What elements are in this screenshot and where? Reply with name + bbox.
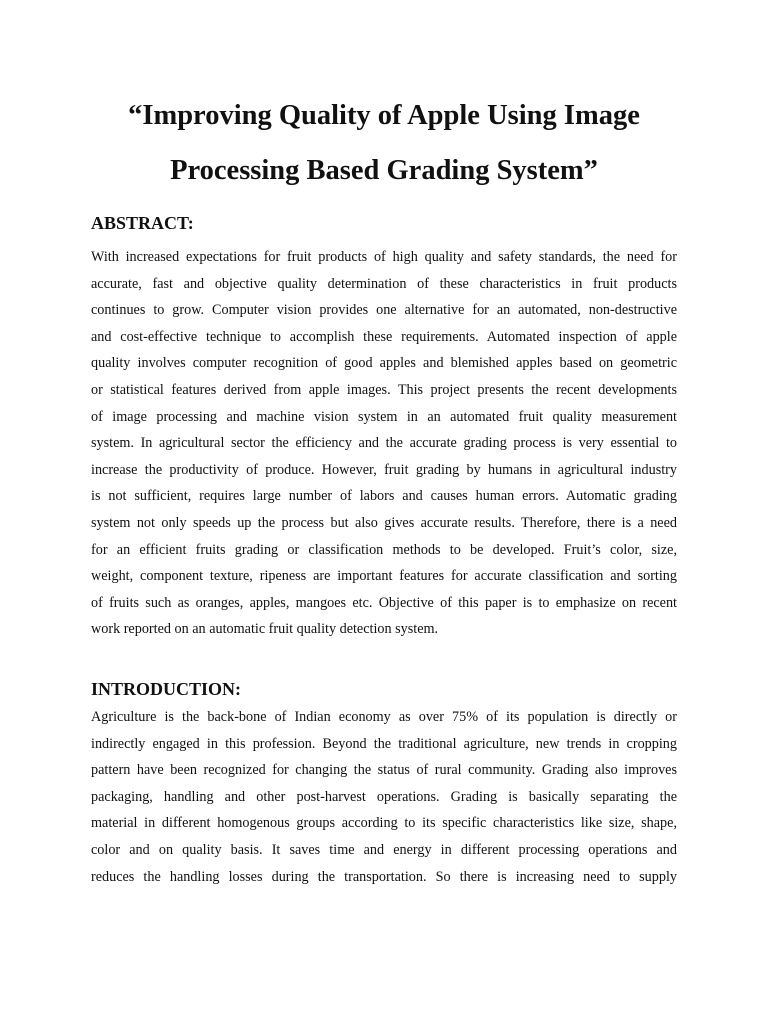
abstract-line: quality involves computer recognition of good apples and blemished apples based on geometric (91, 355, 677, 372)
introduction-paragraph (91, 704, 677, 890)
introduction-line: color and on quality basis. It saves time and energy in different processing operations and (91, 841, 677, 858)
introduction-line: Agriculture is the back-bone of Indian economy as over 75% of its population is directly or (91, 709, 677, 725)
abstract-line: for an efficient fruits grading or classification methods to be developed. Fruit’s color, size, (91, 541, 677, 558)
abstract-line: continues to grow. Computer vision provides one alternative for an automated, non-destructive (91, 302, 677, 319)
abstract-line: system. In agricultural sector the efficiency and the accurate grading process is very essential to (91, 435, 677, 452)
introduction-line: reduces the handling losses during the transportation. So there is increasing need to supply (91, 868, 677, 885)
abstract-line: weight, component texture, ripeness are important features for accurate classification and sorting (91, 568, 677, 585)
introduction-line: pattern have been recognized for changing the status of rural community. Grading also improves (91, 762, 677, 779)
paper-title (60, 88, 708, 198)
introduction-line: material in different homogenous groups according to its specific characteristics like size, shape, (91, 815, 677, 832)
abstract-line: is not sufficient, requires large number of labors and causes human errors. Automatic grading (91, 488, 677, 505)
abstract-line: and cost-effective technique to accomplish these requirements. Automated inspection of apple (91, 328, 677, 345)
abstract-line: work reported on an automatic fruit quality detection system. (91, 621, 439, 638)
abstract-line: of image processing and machine vision system in an automated fruit quality measurement (91, 408, 677, 425)
introduction-line: packaging, handling and other post-harvest operations. Grading is basically separating the (91, 788, 677, 805)
title-line-2: Processing Based Grading System” (170, 155, 598, 186)
abstract-paragraph (91, 244, 677, 643)
abstract-line: of fruits such as oranges, apples, mangoes etc. Objective of this paper is to emphasize on recent (91, 594, 677, 611)
abstract-line: or statistical features derived from apple images. This project presents the recent developments (91, 381, 677, 398)
abstract-heading: ABSTRACT: (91, 213, 194, 233)
title-line-1: “Improving Quality of Apple Using Image (128, 100, 640, 131)
introduction-line: indirectly engaged in this profession. Beyond the traditional agriculture, new trends in cropping (91, 735, 677, 752)
abstract-line: system not only speeds up the process but also gives accurate results. Therefore, there is a need (91, 514, 677, 531)
abstract-line: increase the productivity of produce. However, fruit grading by humans in agricultural industry (91, 461, 677, 478)
introduction-heading: INTRODUCTION: (91, 679, 242, 699)
abstract-line: With increased expectations for fruit products of high quality and safety standards, the need for (91, 249, 677, 265)
abstract-line: accurate, fast and objective quality determination of these characteristics in fruit products (91, 275, 677, 292)
